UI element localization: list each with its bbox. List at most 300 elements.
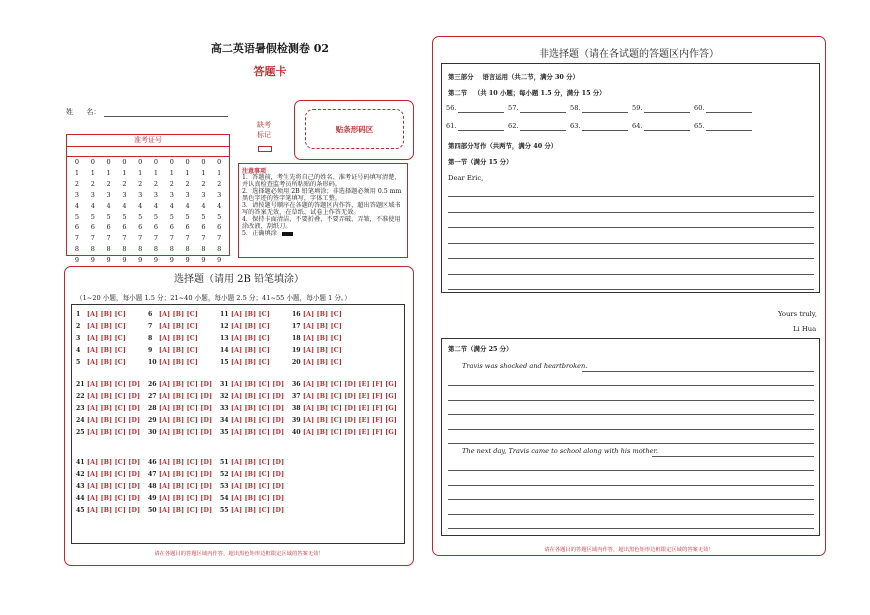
exam-id-digit[interactable]: 4 — [201, 201, 206, 210]
exam-id-digit[interactable]: 1 — [217, 168, 222, 177]
writing-line[interactable] — [448, 385, 814, 386]
exam-id-digit[interactable]: 0 — [106, 158, 111, 166]
exam-id-digit[interactable]: 6 — [90, 223, 95, 232]
answer-options[interactable]: [A] [B] [C] [D] — [231, 381, 285, 388]
answer-options[interactable]: [A] [B] [C] [D] [E] [F] [G] — [303, 417, 398, 424]
choice-row[interactable] — [292, 429, 397, 436]
exam-id-digit-column[interactable] — [167, 157, 177, 266]
answer-options[interactable]: [A] [B] [C] [D] — [87, 417, 141, 424]
exam-id-digit[interactable]: 5 — [153, 212, 159, 221]
choice-row[interactable] — [220, 335, 270, 342]
choice-row[interactable] — [220, 359, 270, 366]
answer-options[interactable]: [A] [B] [C] [D] [E] [F] [G] — [303, 381, 398, 388]
exam-id-digit[interactable]: 6 — [169, 223, 174, 232]
blank-answer-line[interactable] — [520, 130, 566, 131]
writing-line[interactable] — [448, 499, 814, 500]
exam-id-digit[interactable]: 3 — [185, 190, 190, 199]
exam-id-digit[interactable]: 3 — [122, 190, 127, 199]
choice-row[interactable] — [220, 393, 284, 400]
exam-id-digit[interactable]: 6 — [153, 223, 159, 232]
choice-row[interactable] — [148, 471, 212, 478]
blank-number: 58. — [570, 104, 581, 112]
writing-line[interactable] — [448, 429, 814, 430]
answer-options[interactable]: [A] [B] [C] — [303, 359, 343, 366]
blank-answer-line[interactable] — [706, 130, 752, 131]
answer-options[interactable]: [A] [B] [C] [D] — [231, 405, 285, 412]
exam-id-digit[interactable]: 9 — [74, 256, 80, 265]
exam-id-digit[interactable]: 4 — [185, 201, 190, 210]
exam-id-digit[interactable]: 3 — [138, 190, 143, 199]
exam-id-digit[interactable]: 2 — [153, 179, 159, 188]
choice-row[interactable] — [76, 507, 140, 514]
exam-id-digit[interactable]: 9 — [90, 256, 95, 265]
exam-id-digit[interactable]: 6 — [185, 223, 190, 232]
exam-id-digit-column[interactable] — [104, 157, 114, 266]
choice-row[interactable] — [76, 323, 126, 330]
exam-id-digit[interactable]: 6 — [74, 223, 80, 232]
choice-title: 选择题（请用 2B 铅笔填涂） — [173, 274, 305, 285]
exam-id-digit[interactable]: 9 — [138, 256, 143, 265]
exam-id-digit[interactable]: 3 — [90, 190, 95, 199]
exam-id-digit[interactable]: 1 — [169, 168, 174, 177]
choice-row[interactable] — [76, 429, 140, 436]
exam-id-digit[interactable]: 2 — [138, 179, 143, 188]
choice-row[interactable] — [148, 429, 212, 436]
blank-number: 57. — [508, 104, 519, 112]
choice-row[interactable] — [292, 347, 342, 354]
choice-row[interactable] — [148, 495, 212, 502]
exam-id-digit[interactable]: 3 — [106, 190, 111, 199]
exam-id-digit[interactable]: 8 — [201, 245, 206, 254]
choice-row[interactable] — [220, 323, 270, 330]
exam-id-digit[interactable]: 8 — [74, 245, 80, 254]
answer-options[interactable]: [A] [B] [C] [D] — [231, 417, 285, 424]
exam-id-digit-column[interactable] — [183, 157, 193, 266]
exam-id-digit[interactable]: 2 — [217, 179, 222, 188]
exam-id-write-row[interactable] — [67, 147, 229, 157]
exam-id-digit[interactable]: 1 — [153, 168, 159, 177]
writing-line[interactable] — [448, 485, 814, 486]
choice-row[interactable] — [220, 459, 284, 466]
exam-id-digit[interactable]: 8 — [169, 245, 174, 254]
writing-line[interactable] — [448, 528, 814, 529]
exam-id-digit[interactable]: 4 — [138, 201, 143, 210]
writing-line[interactable] — [448, 227, 814, 228]
choice-row[interactable] — [148, 405, 212, 412]
exam-id-digit[interactable]: 0 — [138, 158, 143, 166]
writing-line[interactable] — [448, 243, 814, 244]
choice-row[interactable] — [220, 507, 284, 514]
name-field[interactable] — [104, 116, 228, 117]
choice-row[interactable] — [76, 359, 126, 366]
question-number: 8 — [148, 335, 153, 342]
answer-options[interactable]: [A] [B] [C] [D] — [87, 405, 141, 412]
answer-options[interactable]: [A] [B] [C] [D] [E] [F] [G] — [303, 429, 398, 436]
answer-options[interactable]: [A] [B] [C] [D] — [231, 507, 285, 514]
exam-id-digit[interactable]: 7 — [74, 234, 80, 243]
question-number: 51 — [220, 459, 229, 466]
exam-id-digit[interactable]: 8 — [138, 245, 143, 254]
question-number: 41 — [76, 459, 85, 466]
choice-row[interactable] — [76, 381, 140, 388]
exam-id-digit[interactable]: 4 — [106, 201, 111, 210]
exam-id-digit[interactable]: 6 — [217, 223, 222, 232]
answer-options[interactable]: [A] [B] [C] — [303, 335, 343, 342]
notes-title: 注意事项 — [242, 168, 267, 175]
blank-answer-line[interactable] — [582, 130, 628, 131]
answer-options[interactable]: [A] [B] [C] [D] — [231, 483, 285, 490]
answer-options[interactable]: [A] [B] [C] — [303, 347, 343, 354]
blank-answer-line[interactable] — [644, 112, 690, 113]
exam-id-digit[interactable]: 4 — [169, 201, 174, 210]
exam-id-digit[interactable]: 1 — [74, 168, 80, 177]
question-number: 35 — [220, 429, 229, 436]
question-number: 54 — [220, 495, 229, 502]
exam-id-digit[interactable]: 6 — [106, 223, 111, 232]
exam-id-digit[interactable]: 8 — [153, 245, 159, 254]
question-number: 43 — [76, 483, 85, 490]
exam-id-digit[interactable]: 2 — [122, 179, 127, 188]
exam-id-digit[interactable]: 7 — [153, 234, 159, 243]
exam-id-digit[interactable]: 8 — [122, 245, 127, 254]
choice-row[interactable] — [148, 335, 198, 342]
question-number: 10 — [148, 359, 157, 366]
question-number: 28 — [148, 405, 157, 412]
letter-closing: Yours truly, — [778, 310, 817, 318]
writing-line[interactable] — [652, 456, 814, 457]
para1-start: Travis was shocked and heartbroken. — [462, 362, 588, 370]
exam-id-digit[interactable]: 1 — [122, 168, 127, 177]
choice-row[interactable] — [292, 381, 397, 388]
blank-answer-line[interactable] — [458, 112, 504, 113]
choice-row[interactable] — [292, 417, 397, 424]
exam-id-digit[interactable]: 3 — [169, 190, 174, 199]
exam-id-digit[interactable]: 2 — [74, 179, 80, 188]
choice-row[interactable] — [148, 393, 212, 400]
answer-options[interactable]: [A] [B] [C] — [231, 359, 271, 366]
exam-id-digit[interactable]: 5 — [169, 212, 174, 221]
exam-id-label: 准考证号 — [67, 135, 229, 147]
exam-id-digit[interactable]: 6 — [201, 223, 206, 232]
answer-options[interactable]: [A] [B] [C] — [159, 347, 199, 354]
answer-options[interactable]: [A] [B] [C] [D] — [159, 429, 213, 436]
choice-row[interactable] — [76, 393, 140, 400]
blank-answer-line[interactable] — [520, 112, 566, 113]
exam-id-digit[interactable]: 9 — [185, 256, 190, 265]
answer-options[interactable]: [A] [B] [C] — [159, 335, 199, 342]
question-number: 45 — [76, 507, 85, 514]
choice-row[interactable] — [292, 335, 342, 342]
exam-id-digit[interactable]: 9 — [169, 256, 174, 265]
choice-row[interactable] — [220, 347, 270, 354]
exam-id-digit[interactable]: 7 — [90, 234, 95, 243]
exam-id-digit[interactable]: 8 — [106, 245, 111, 254]
para2-start: The next day, Travis came to school along with his mother. — [462, 447, 658, 455]
writing-line[interactable] — [448, 443, 814, 444]
choice-row[interactable] — [220, 495, 284, 502]
answer-options[interactable]: [A] [B] [C] [D] — [87, 495, 141, 502]
writing-line[interactable] — [448, 414, 814, 415]
blank-answer-line[interactable] — [458, 130, 504, 131]
answer-options[interactable]: [A] [B] [C] [D] — [87, 483, 141, 490]
exam-id-digit[interactable]: 0 — [90, 158, 95, 166]
choice-row[interactable] — [148, 323, 198, 330]
answer-options[interactable]: [A] [B] [C] [D] — [87, 429, 141, 436]
writing-line[interactable] — [582, 371, 814, 372]
part3-box — [441, 63, 820, 293]
question-number: 15 — [220, 359, 229, 366]
answer-options[interactable]: [A] [B] [C] — [231, 335, 271, 342]
notes-box — [238, 163, 408, 258]
exam-id-digit[interactable]: 0 — [217, 158, 222, 166]
question-number: 30 — [148, 429, 157, 436]
choice-row[interactable] — [292, 393, 397, 400]
answer-options[interactable]: [A] [B] [C] [D] — [159, 393, 213, 400]
answer-options[interactable]: [A] [B] [C] [D] — [159, 405, 213, 412]
exam-id-digit-column[interactable] — [151, 157, 161, 266]
answer-options[interactable]: [A] [B] [C] [D] — [159, 507, 213, 514]
name-label: 姓 名： — [66, 108, 101, 116]
exam-id-digit[interactable]: 8 — [185, 245, 190, 254]
writing-line[interactable] — [448, 514, 814, 515]
exam-id-digit[interactable]: 2 — [169, 179, 174, 188]
choice-row[interactable] — [148, 359, 198, 366]
exam-id-digit[interactable]: 5 — [185, 212, 190, 221]
exam-id-digit[interactable]: 1 — [138, 168, 143, 177]
answer-options[interactable]: [A] [B] [C] — [87, 311, 127, 318]
choice-instruction: （1~20 小题，每小题 1.5 分；21~40 小题，每小题 2.5 分；41~55 小题，每小题 1 分。） — [76, 294, 351, 302]
exam-id-digit[interactable]: 5 — [122, 212, 127, 221]
question-number: 52 — [220, 471, 229, 478]
exam-id-digit[interactable]: 1 — [106, 168, 111, 177]
writing-line[interactable] — [448, 289, 814, 290]
exam-id-digit[interactable]: 5 — [217, 212, 222, 221]
answer-options[interactable]: [A] [B] [C] [D] — [159, 459, 213, 466]
question-number: 13 — [220, 335, 229, 342]
exam-id-digit[interactable]: 0 — [153, 158, 159, 166]
answer-options[interactable]: [A] [B] [C] — [159, 311, 199, 318]
answer-options[interactable]: [A] [B] [C] — [231, 311, 271, 318]
exam-id-digit-column[interactable] — [88, 157, 98, 266]
exam-id-digit[interactable]: 7 — [201, 234, 206, 243]
answer-options[interactable]: [A] [B] [C] — [87, 347, 127, 354]
answer-options[interactable]: [A] [B] [C] [D] — [231, 429, 285, 436]
answer-options[interactable]: [A] [B] [C] — [87, 359, 127, 366]
answer-options[interactable]: [A] [B] [C] [D] — [87, 507, 141, 514]
choice-row[interactable] — [76, 471, 140, 478]
correct-fill-label: 5．正确填涂 — [242, 230, 277, 237]
exam-id-digit[interactable]: 4 — [217, 201, 222, 210]
exam-id-digit[interactable]: 3 — [217, 190, 222, 199]
answer-options[interactable]: [A] [B] [C] [D] — [159, 471, 213, 478]
question-number: 32 — [220, 393, 229, 400]
exam-id-digit[interactable]: 2 — [90, 179, 95, 188]
choice-row[interactable] — [148, 311, 198, 318]
absent-mark-box[interactable] — [258, 146, 272, 152]
writing-sec2-heading: 第二节（满分 25 分） — [448, 345, 513, 353]
exam-id-digit[interactable]: 3 — [201, 190, 206, 199]
exam-id-digit[interactable]: 4 — [90, 201, 95, 210]
question-number: 48 — [148, 483, 157, 490]
note-item: 1．答题前，考生先将自己的姓名、准考证号码填写清楚，并认真检查监考员所粘贴的条形码。 — [242, 174, 401, 188]
answer-options[interactable]: [A] [B] [C] [D] — [159, 495, 213, 502]
exam-id-digit[interactable]: 9 — [201, 256, 206, 265]
exam-id-digit-column[interactable] — [72, 157, 82, 266]
question-number: 14 — [220, 347, 229, 354]
writing-line[interactable] — [448, 258, 814, 259]
choice-row[interactable] — [292, 359, 342, 366]
choice-row[interactable] — [148, 381, 212, 388]
question-number: 2 — [76, 323, 81, 330]
question-number: 21 — [76, 381, 85, 388]
exam-id-digit[interactable]: 2 — [185, 179, 190, 188]
choice-row[interactable] — [148, 483, 212, 490]
exam-id-digit-column[interactable] — [198, 157, 208, 266]
exam-id-digit[interactable]: 5 — [90, 212, 95, 221]
exam-id-digit[interactable]: 9 — [122, 256, 127, 265]
choice-row[interactable] — [76, 405, 140, 412]
choice-row[interactable] — [76, 495, 140, 502]
exam-id-digit[interactable]: 4 — [74, 201, 80, 210]
exam-id-digit[interactable]: 2 — [201, 179, 206, 188]
answer-options[interactable]: [A] [B] [C] [D] [E] [F] [G] — [303, 393, 398, 400]
exam-id-digit[interactable]: 1 — [185, 168, 190, 177]
writing-line[interactable] — [448, 274, 814, 275]
exam-id-digit[interactable]: 9 — [106, 256, 111, 265]
exam-id-digit[interactable]: 4 — [153, 201, 159, 210]
exam-id-digit[interactable]: 5 — [201, 212, 206, 221]
choice-row[interactable] — [148, 459, 212, 466]
exam-id-digit[interactable]: 7 — [106, 234, 111, 243]
exam-id-digit[interactable]: 8 — [217, 245, 222, 254]
exam-id-digit[interactable]: 7 — [185, 234, 190, 243]
answer-options[interactable]: [A] [B] [C] — [87, 335, 127, 342]
answer-options[interactable]: [A] [B] [C] [D] — [87, 459, 141, 466]
answer-options[interactable]: [A] [B] [C] [D] — [87, 471, 141, 478]
answer-options[interactable]: [A] [B] [C] — [159, 359, 199, 366]
exam-id-digit[interactable]: 3 — [74, 190, 80, 199]
writing-line[interactable] — [448, 196, 814, 197]
question-number: 9 — [148, 347, 153, 354]
exam-id-digit[interactable]: 7 — [217, 234, 222, 243]
choice-row[interactable] — [220, 381, 284, 388]
answer-options[interactable]: [A] [B] [C] [D] — [87, 393, 141, 400]
choice-row[interactable] — [220, 483, 284, 490]
question-number: 33 — [220, 405, 229, 412]
exam-id-digit[interactable]: 9 — [217, 256, 222, 265]
exam-id-digit[interactable]: 0 — [74, 158, 80, 166]
exam-id-digit[interactable]: 8 — [90, 245, 95, 254]
exam-id-digit-column[interactable] — [135, 157, 145, 266]
answer-options[interactable]: [A] [B] [C] — [303, 323, 343, 330]
exam-id-digit[interactable]: 9 — [153, 256, 159, 265]
answer-options[interactable]: [A] [B] [C] — [231, 347, 271, 354]
answer-options[interactable]: [A] [B] [C] [D] — [159, 417, 213, 424]
answer-options[interactable]: [A] [B] [C] — [87, 323, 127, 330]
answer-options[interactable]: [A] [B] [C] [D] — [87, 381, 141, 388]
exam-id-digit[interactable]: 6 — [138, 223, 143, 232]
answer-options[interactable]: [A] [B] [C] — [231, 323, 271, 330]
answer-options[interactable]: [A] [B] [C] [D] — [231, 393, 285, 400]
answer-options[interactable]: [A] [B] [C] — [303, 311, 343, 318]
choice-row[interactable] — [220, 417, 284, 424]
choice-row[interactable] — [220, 471, 284, 478]
blank-answer-line[interactable] — [706, 112, 752, 113]
choice-row[interactable] — [148, 417, 212, 424]
answer-options[interactable]: [A] [B] [C] — [159, 323, 199, 330]
exam-id-digit[interactable]: 6 — [122, 223, 127, 232]
choice-row[interactable] — [148, 507, 212, 514]
choice-row[interactable] — [76, 311, 126, 318]
answer-options[interactable]: [A] [B] [C] [D] — [159, 381, 213, 388]
question-number: 25 — [76, 429, 85, 436]
correct-fill-sample — [282, 232, 293, 236]
choice-row[interactable] — [220, 311, 270, 318]
exam-id-digit[interactable]: 5 — [106, 212, 111, 221]
exam-id-digit[interactable]: 1 — [90, 168, 95, 177]
exam-id-digit[interactable]: 0 — [122, 158, 127, 166]
note-item: 4．保持卡面清洁，不要折叠、不要弄破、弄皱，不准使用涂改液、刮纸刀。 — [242, 216, 401, 230]
exam-id-digit[interactable]: 0 — [169, 158, 174, 166]
part4-heading: 第四部分写作（共两节，满分 40 分） — [448, 142, 558, 150]
choice-row[interactable] — [220, 429, 284, 436]
exam-id-digit-column[interactable] — [214, 157, 224, 266]
question-number: 18 — [292, 335, 301, 342]
exam-id-digit[interactable]: 1 — [201, 168, 206, 177]
choice-row[interactable] — [76, 483, 140, 490]
exam-id-digit-column[interactable] — [119, 157, 129, 266]
choice-row[interactable] — [148, 347, 198, 354]
question-number: 50 — [148, 507, 157, 514]
question-number: 6 — [148, 311, 153, 318]
exam-id-digit[interactable]: 7 — [169, 234, 174, 243]
part3-heading: 第三部分 语言运用（共二节，满分 30 分） — [448, 73, 579, 81]
blank-number: 60. — [694, 104, 705, 112]
exam-id-digit[interactable]: 5 — [138, 212, 143, 221]
question-number: 17 — [292, 323, 301, 330]
writing-line[interactable] — [448, 470, 814, 471]
exam-id-digit[interactable]: 0 — [201, 158, 206, 166]
notes-list — [242, 174, 406, 237]
part3-sec2-heading: 第二节 （共 10 小题；每小题 1.5 分，满分 15 分） — [448, 89, 606, 97]
choice-row[interactable] — [220, 405, 284, 412]
exam-id-digit[interactable]: 7 — [122, 234, 127, 243]
exam-id-digit[interactable]: 3 — [153, 190, 159, 199]
choice-row[interactable] — [76, 417, 140, 424]
choice-row[interactable] — [292, 311, 342, 318]
choice-row[interactable] — [292, 323, 342, 330]
answer-options[interactable]: [A] [B] [C] [D] [E] [F] [G] — [303, 405, 398, 412]
answer-options[interactable]: [A] [B] [C] [D] — [231, 495, 285, 502]
choice-row[interactable] — [76, 347, 126, 354]
blank-answer-line[interactable] — [582, 112, 628, 113]
choice-row[interactable] — [292, 405, 397, 412]
exam-id-digit[interactable]: 0 — [185, 158, 190, 166]
question-number: 36 — [292, 381, 301, 388]
exam-id-digit[interactable]: 4 — [122, 201, 127, 210]
exam-id-digit[interactable]: 2 — [106, 179, 111, 188]
exam-id-digit[interactable]: 5 — [74, 212, 80, 221]
answer-options[interactable]: [A] [B] [C] [D] — [159, 483, 213, 490]
choice-row[interactable] — [76, 459, 140, 466]
exam-id-digit[interactable]: 7 — [138, 234, 143, 243]
answer-options[interactable]: [A] [B] [C] [D] — [231, 459, 285, 466]
answer-options[interactable]: [A] [B] [C] [D] — [231, 471, 285, 478]
choice-row[interactable] — [76, 335, 126, 342]
writing-line[interactable] — [448, 400, 814, 401]
writing-line[interactable] — [448, 212, 814, 213]
blank-answer-line[interactable] — [644, 130, 690, 131]
